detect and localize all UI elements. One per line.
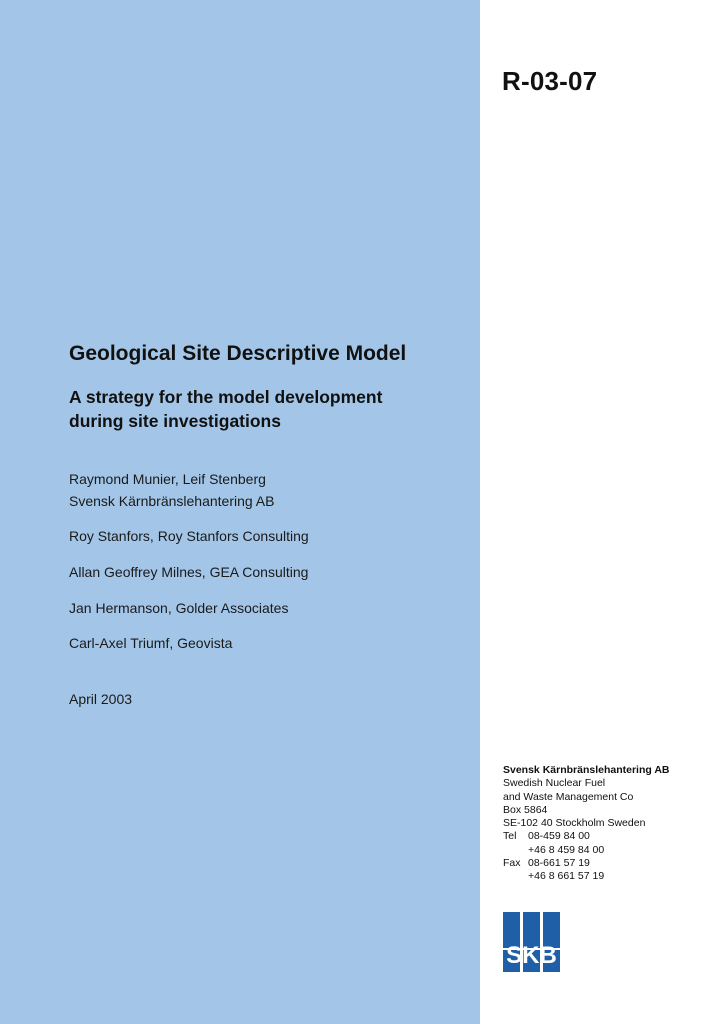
publisher-name: Svensk Kärnbränslehantering AB (503, 764, 670, 776)
fax-row (503, 857, 670, 870)
skb-logo-icon (503, 912, 560, 972)
skb-logo-text: SKB (506, 942, 557, 969)
author-affiliation: Svensk Kärnbränslehantering AB (69, 493, 275, 509)
author-line: Roy Stanfors, Roy Stanfors Consulting (69, 528, 309, 544)
publication-date: April 2003 (69, 691, 133, 707)
publisher-contact-block (503, 764, 670, 884)
publisher-box: Box 5864 (503, 803, 548, 816)
document-subtitle (69, 385, 382, 433)
publisher-description-line-1: Swedish Nuclear Fuel (503, 777, 606, 790)
author-line: Jan Hermanson, Golder Associates (69, 600, 289, 616)
phone-row (503, 830, 670, 843)
phone-label: Tel (503, 830, 517, 843)
fax-number-domestic: 08-661 57 19 (528, 857, 590, 870)
phone-number-domestic: 08-459 84 00 (528, 830, 590, 843)
phone-number-international: +46 8 459 84 00 (528, 843, 605, 856)
skb-logo (503, 912, 560, 972)
subtitle-line-2: during site investigations (69, 411, 281, 431)
author-line: Carl-Axel Triumf, Geovista (69, 635, 233, 651)
author-line: Allan Geoffrey Milnes, GEA Consulting (69, 564, 309, 580)
fax-label: Fax (503, 857, 521, 870)
publisher-description-line-2: and Waste Management Co (503, 790, 634, 803)
fax-number-international: +46 8 661 57 19 (528, 870, 605, 883)
author-line: Raymond Munier, Leif Stenberg (69, 471, 266, 487)
subtitle-line-1: A strategy for the model development (69, 387, 383, 407)
publisher-address: SE-102 40 Stockholm Sweden (503, 817, 646, 830)
report-number: R-03-07 (502, 66, 598, 96)
document-title: Geological Site Descriptive Model (69, 342, 407, 365)
